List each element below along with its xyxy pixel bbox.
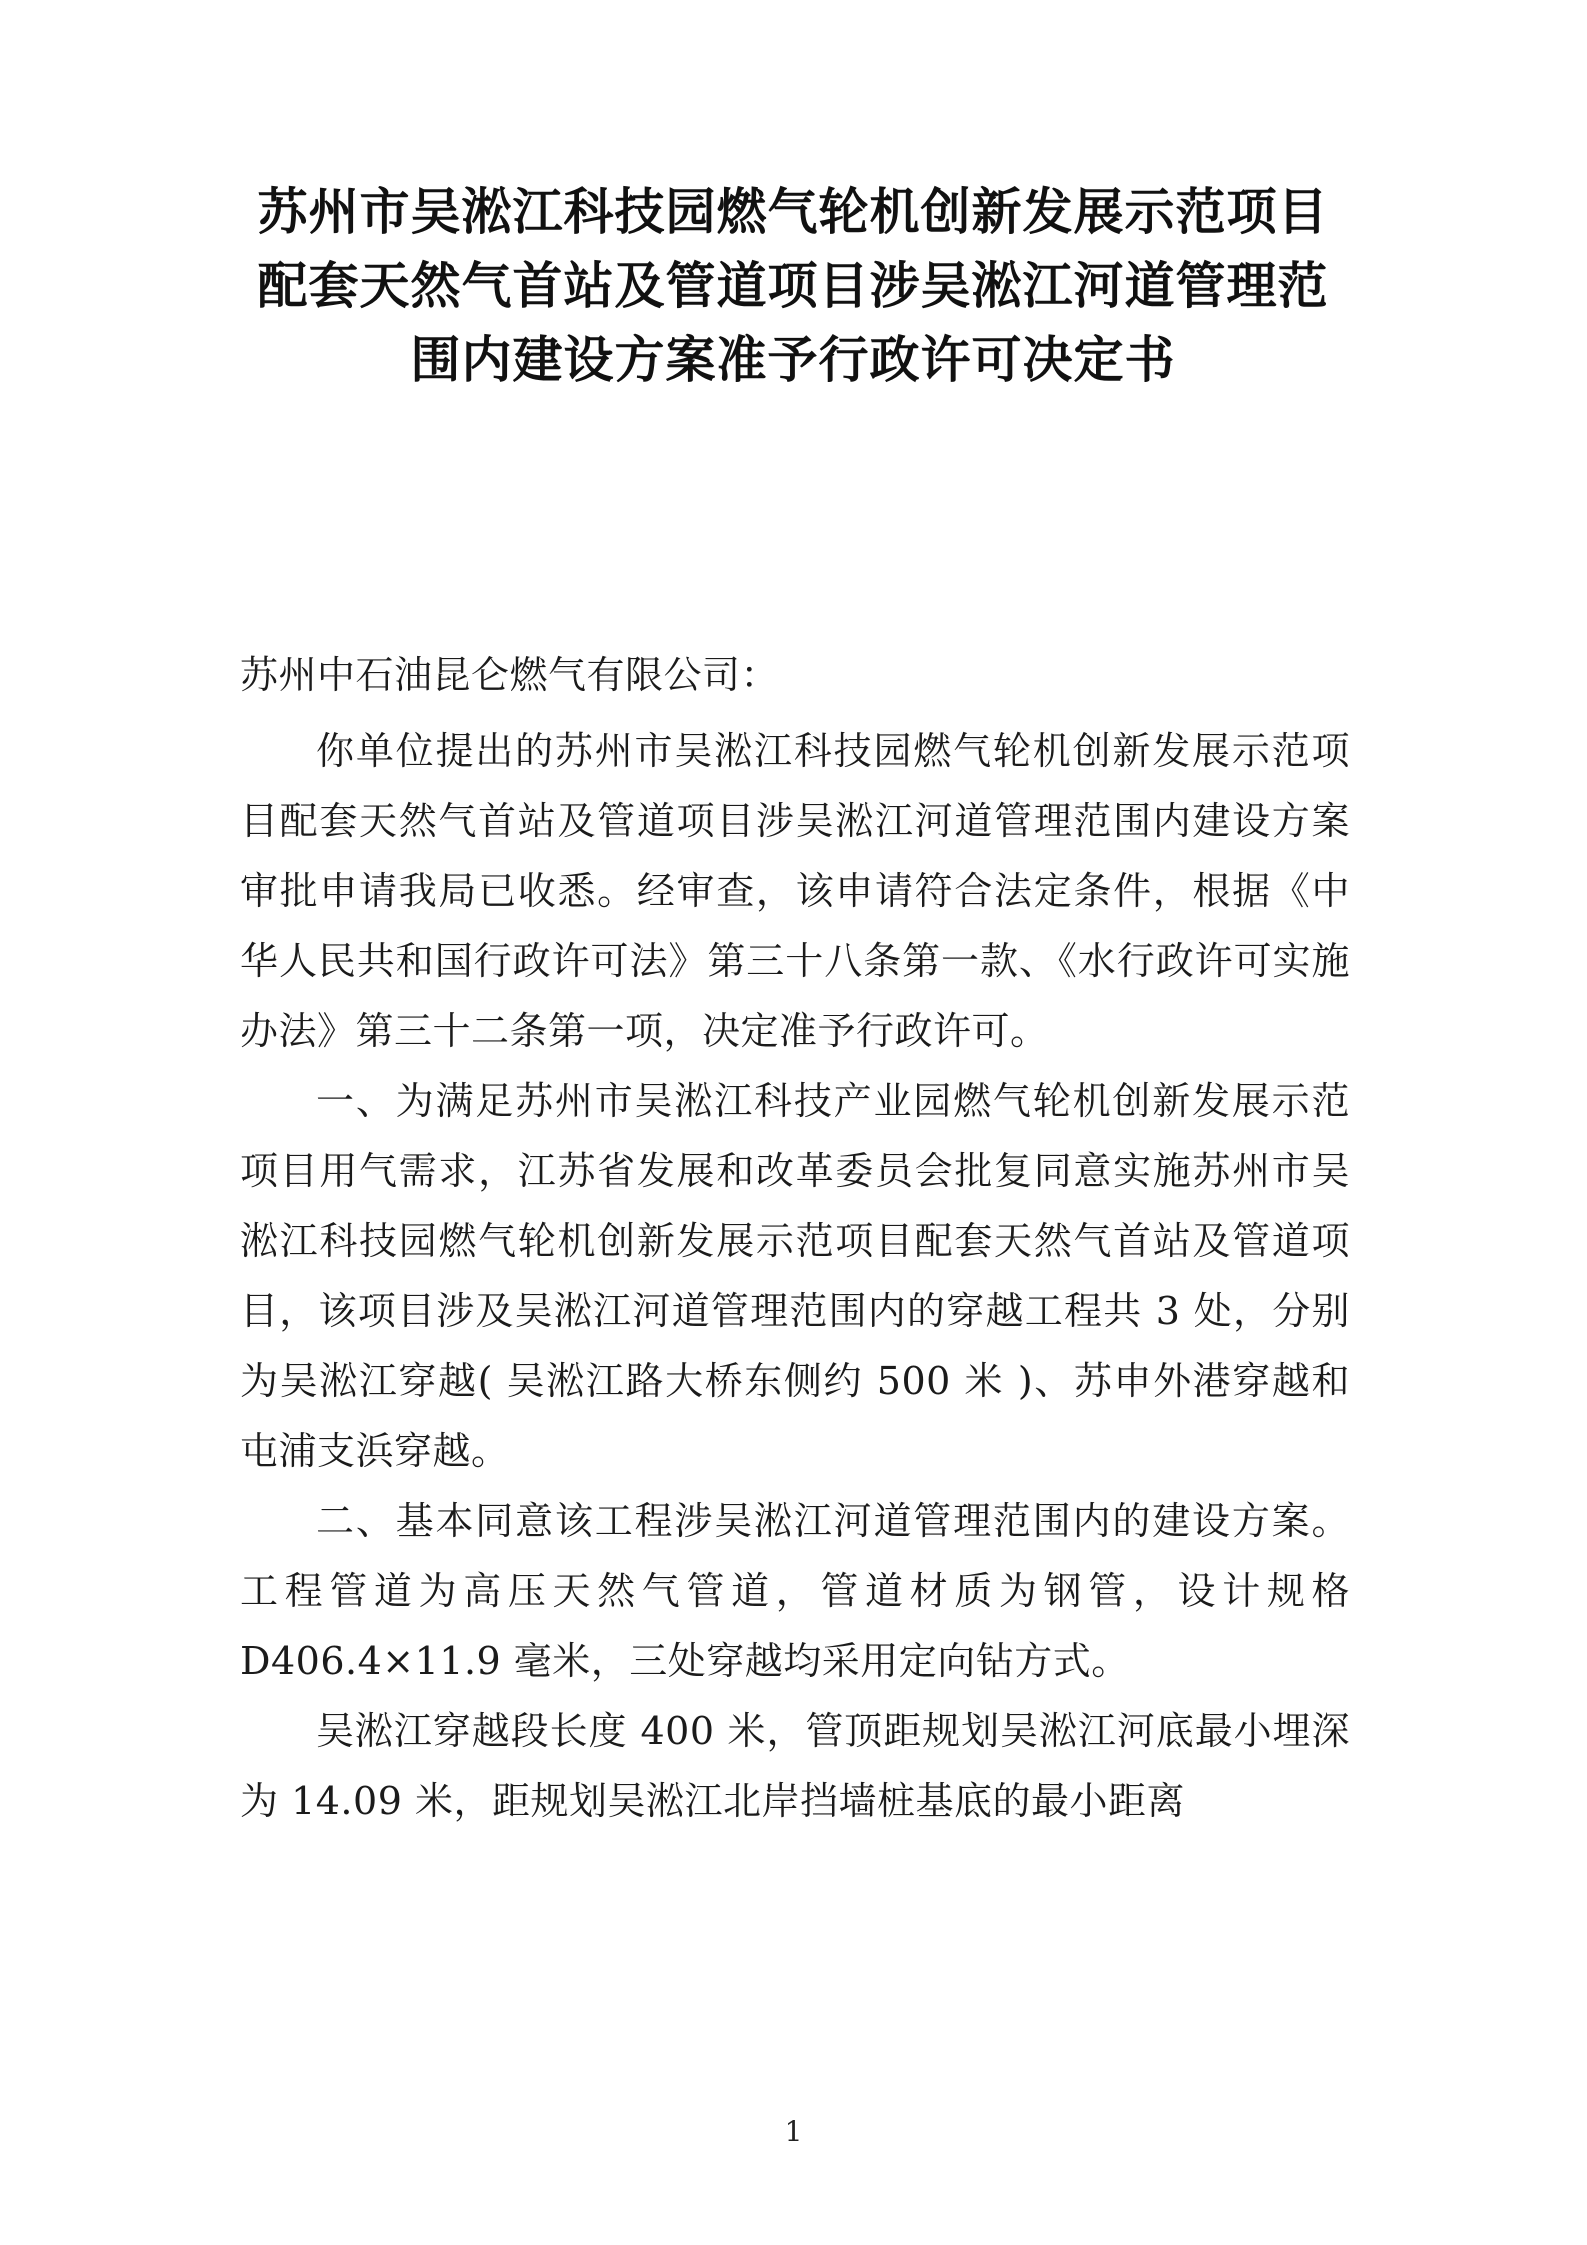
- page-number: 1: [784, 2115, 803, 2148]
- paragraph-2: 一、为满足苏州市吴淞江科技产业园燃气轮机创新发展示范项目用气需求，江苏省发展和改革委员会批复同意实施苏州市吴淞江科技园燃气轮机创新发展示范项目配套天然气首站及管道项目，该项目涉及吴淞江河道管理范围内的穿越工程共 3 处，分别为吴淞江穿越( 吴淞江路大桥东侧约 500 米 )、苏申外港穿越和屯浦支浜穿越。: [240, 1079, 1350, 1473]
- paragraph-3: 二、基本同意该工程涉吴淞江河道管理范围内的建设方案。工程管道为高压天然气管道，管道材质为钢管，设计规格 D406.4×11.9 毫米，三处穿越均采用定向钻方式。: [240, 1499, 1350, 1683]
- page-title: 苏州市吴淞江科技园燃气轮机创新发展示范项目配套天然气首站及管道项目涉吴淞江河道管理范围内建设方案准予行政许可决定书: [257, 183, 1329, 389]
- salutation-line: 苏州中石油昆仑燃气有限公司：: [240, 653, 780, 697]
- paragraph-4: 吴淞江穿越段长度 400 米，管顶距规划吴淞江河底最小埋深为 14.09 米，距规划吴淞江北岸挡墙桩基底的最小距离: [240, 1709, 1350, 1823]
- document-body: [240, 640, 1350, 1836]
- paragraph-1: 你单位提出的苏州市吴淞江科技园燃气轮机创新发展示范项目配套天然气首站及管道项目涉吴淞江河道管理范围内建设方案审批申请我局已收悉。经审查，该申请符合法定条件，根据《中华人民共和国行政许可法》第三十八条第一款、《水行政许可实施办法》第三十二条第一项，决定准予行政许可。: [240, 729, 1350, 1053]
